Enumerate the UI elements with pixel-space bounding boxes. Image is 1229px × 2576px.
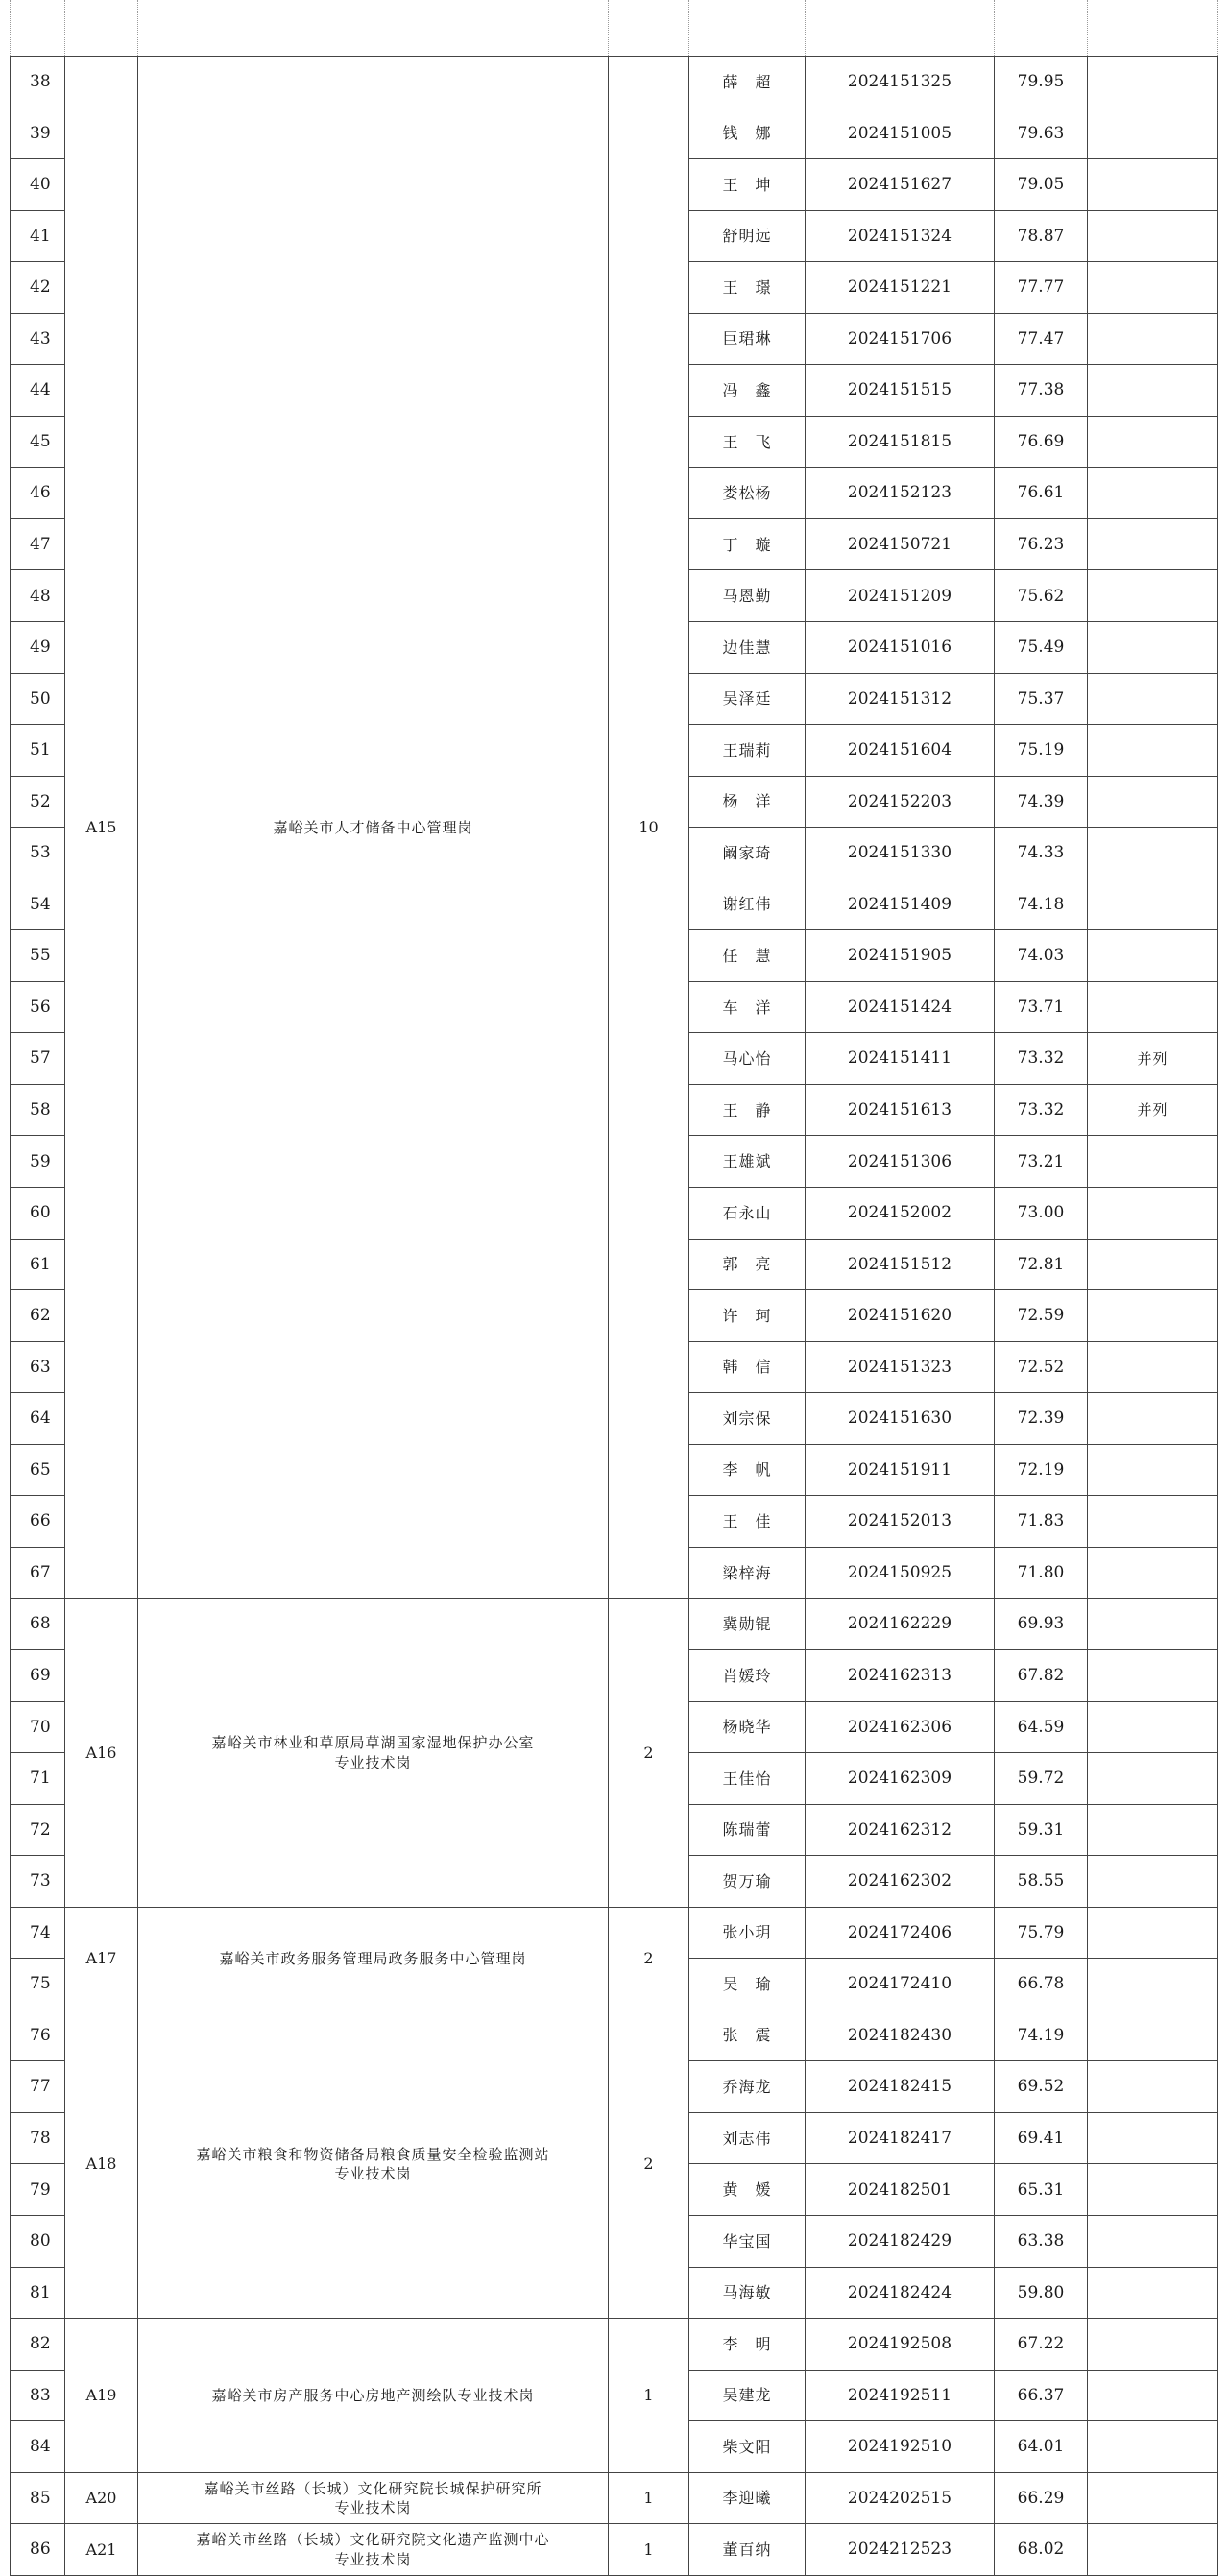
department-position-cell — [138, 2319, 609, 2473]
remark-cell — [1088, 2370, 1218, 2421]
candidate-name-cell: 谢红伟 — [689, 879, 806, 930]
column-guide — [608, 0, 609, 56]
candidate-name-cell: 舒明远 — [689, 210, 806, 262]
table-row — [11, 2472, 1218, 2524]
row-number-cell: 41 — [11, 210, 65, 262]
table-row — [11, 57, 1218, 108]
remark-cell: 并列 — [1088, 1084, 1218, 1136]
top-margin-strip — [0, 0, 1229, 56]
row-number-cell: 42 — [11, 262, 65, 314]
row-number-cell: 76 — [11, 2010, 65, 2061]
score-cell: 73.71 — [995, 981, 1088, 1033]
candidate-name-cell: 黄 媛 — [689, 2164, 806, 2216]
score-cell: 74.19 — [995, 2010, 1088, 2061]
remark-cell — [1088, 468, 1218, 519]
row-number-cell: 48 — [11, 570, 65, 622]
remark-cell — [1088, 365, 1218, 417]
admission-ticket-cell: 2024192510 — [806, 2421, 995, 2473]
candidate-name-cell: 王 坤 — [689, 159, 806, 211]
admission-ticket-cell: 2024151424 — [806, 981, 995, 1033]
score-cell: 78.87 — [995, 210, 1088, 262]
admission-ticket-cell: 2024162309 — [806, 1753, 995, 1805]
admission-ticket-cell: 2024162313 — [806, 1649, 995, 1701]
admission-ticket-cell: 2024151905 — [806, 930, 995, 982]
admission-ticket-cell: 2024151515 — [806, 365, 995, 417]
candidate-name-cell: 杨 洋 — [689, 776, 806, 828]
admission-ticket-cell: 2024162302 — [806, 1856, 995, 1908]
score-cell: 69.52 — [995, 2061, 1088, 2113]
row-number-cell: 49 — [11, 622, 65, 674]
remark-cell — [1088, 262, 1218, 314]
admission-ticket-cell: 2024151706 — [806, 313, 995, 365]
remark-cell — [1088, 725, 1218, 777]
remark-cell — [1088, 1599, 1218, 1650]
admission-ticket-cell: 2024182430 — [806, 2010, 995, 2061]
candidate-name-cell: 张小玥 — [689, 1907, 806, 1959]
candidate-name-cell: 刘宗保 — [689, 1393, 806, 1445]
admission-ticket-cell: 2024151411 — [806, 1033, 995, 1085]
score-cell: 67.22 — [995, 2319, 1088, 2371]
column-guide — [1217, 0, 1218, 56]
hiring-quota-cell: 1 — [609, 2524, 689, 2576]
column-guide — [137, 0, 138, 56]
hiring-quota-cell: 2 — [609, 1907, 689, 2010]
row-number-cell: 38 — [11, 57, 65, 108]
remark-cell — [1088, 570, 1218, 622]
row-number-cell: 45 — [11, 416, 65, 468]
row-number-cell: 56 — [11, 981, 65, 1033]
position-code-cell: A15 — [65, 57, 138, 1599]
candidate-name-cell: 董百纳 — [689, 2524, 806, 2576]
remark-cell — [1088, 2267, 1218, 2319]
admission-ticket-cell: 2024150721 — [806, 518, 995, 570]
score-cell: 71.80 — [995, 1547, 1088, 1599]
department-position-cell — [138, 1907, 609, 2010]
remark-cell — [1088, 1959, 1218, 2010]
department-position-cell — [138, 2524, 609, 2576]
candidate-name-cell: 张 震 — [689, 2010, 806, 2061]
score-cell: 74.03 — [995, 930, 1088, 982]
row-number-cell: 81 — [11, 2267, 65, 2319]
score-cell: 77.47 — [995, 313, 1088, 365]
admission-ticket-cell: 2024150925 — [806, 1547, 995, 1599]
row-number-cell: 52 — [11, 776, 65, 828]
remark-cell — [1088, 1649, 1218, 1701]
admission-ticket-cell: 2024151312 — [806, 673, 995, 725]
department-line: 专业技术岗 — [334, 2164, 412, 2182]
row-number-cell: 77 — [11, 2061, 65, 2113]
row-number-cell: 85 — [11, 2472, 65, 2524]
department-position-cell — [138, 2472, 609, 2524]
admission-ticket-cell: 2024152002 — [806, 1188, 995, 1240]
row-number-cell: 40 — [11, 159, 65, 211]
remark-cell — [1088, 1341, 1218, 1393]
remark-cell — [1088, 1239, 1218, 1290]
score-cell: 75.79 — [995, 1907, 1088, 1959]
position-code-cell: A19 — [65, 2319, 138, 2473]
score-cell: 66.29 — [995, 2472, 1088, 2524]
candidate-name-cell: 钱 娜 — [689, 108, 806, 159]
row-number-cell: 50 — [11, 673, 65, 725]
remark-cell — [1088, 828, 1218, 879]
candidate-name-cell: 王瑞莉 — [689, 725, 806, 777]
remark-cell — [1088, 1496, 1218, 1548]
score-cell: 75.49 — [995, 622, 1088, 674]
admission-ticket-cell: 2024151016 — [806, 622, 995, 674]
department-line: 嘉峪关市政务服务管理局政务服务中心管理岗 — [219, 1949, 527, 1967]
table-row — [11, 2319, 1218, 2371]
score-cell: 79.63 — [995, 108, 1088, 159]
row-number-cell: 70 — [11, 1701, 65, 1753]
admission-ticket-cell: 2024182424 — [806, 2267, 995, 2319]
admission-ticket-cell: 2024151630 — [806, 1393, 995, 1445]
row-number-cell: 82 — [11, 2319, 65, 2371]
admission-ticket-cell: 2024151325 — [806, 57, 995, 108]
table-row — [11, 2524, 1218, 2576]
candidate-name-cell: 吴 瑜 — [689, 1959, 806, 2010]
score-cell: 73.32 — [995, 1084, 1088, 1136]
admission-ticket-cell: 2024192511 — [806, 2370, 995, 2421]
score-cell: 71.83 — [995, 1496, 1088, 1548]
admission-ticket-cell: 2024182429 — [806, 2215, 995, 2267]
candidate-name-cell: 刘志伟 — [689, 2112, 806, 2164]
remark-cell — [1088, 2112, 1218, 2164]
admission-ticket-cell: 2024182501 — [806, 2164, 995, 2216]
row-number-cell: 47 — [11, 518, 65, 570]
remark-cell — [1088, 1907, 1218, 1959]
candidate-name-cell: 杨晓华 — [689, 1701, 806, 1753]
admission-ticket-cell: 2024162306 — [806, 1701, 995, 1753]
row-number-cell: 54 — [11, 879, 65, 930]
candidate-name-cell: 娄松杨 — [689, 468, 806, 519]
row-number-cell: 72 — [11, 1804, 65, 1856]
admission-ticket-cell: 2024151627 — [806, 159, 995, 211]
row-number-cell: 55 — [11, 930, 65, 982]
candidate-name-cell: 王雄斌 — [689, 1136, 806, 1188]
score-cell: 76.61 — [995, 468, 1088, 519]
department-line: 专业技术岗 — [334, 2550, 412, 2568]
score-cell: 68.02 — [995, 2524, 1088, 2576]
score-cell: 79.05 — [995, 159, 1088, 211]
row-number-cell: 62 — [11, 1290, 65, 1342]
score-cell: 75.19 — [995, 725, 1088, 777]
score-cell: 76.23 — [995, 518, 1088, 570]
results-table — [10, 56, 1218, 2576]
candidate-name-cell: 梁梓海 — [689, 1547, 806, 1599]
table-row — [11, 1599, 1218, 1650]
remark-cell — [1088, 622, 1218, 674]
score-cell: 59.31 — [995, 1804, 1088, 1856]
row-number-cell: 58 — [11, 1084, 65, 1136]
table-row — [11, 2010, 1218, 2061]
column-guide — [1087, 0, 1088, 56]
department-line: 嘉峪关市丝路（长城）文化研究院长城保护研究所 — [204, 2479, 542, 2497]
table-row — [11, 1907, 1218, 1959]
remark-cell — [1088, 1701, 1218, 1753]
candidate-name-cell: 郭 亮 — [689, 1239, 806, 1290]
candidate-name-cell: 王 佳 — [689, 1496, 806, 1548]
hiring-quota-cell: 1 — [609, 2472, 689, 2524]
admission-ticket-cell: 2024151323 — [806, 1341, 995, 1393]
score-cell: 64.59 — [995, 1701, 1088, 1753]
position-code-cell: A16 — [65, 1599, 138, 1907]
candidate-name-cell: 吴建龙 — [689, 2370, 806, 2421]
row-number-cell: 44 — [11, 365, 65, 417]
candidate-name-cell: 王 飞 — [689, 416, 806, 468]
admission-ticket-cell: 2024202515 — [806, 2472, 995, 2524]
row-number-cell: 53 — [11, 828, 65, 879]
row-number-cell: 43 — [11, 313, 65, 365]
candidate-name-cell: 阚家琦 — [689, 828, 806, 879]
score-cell: 74.18 — [995, 879, 1088, 930]
candidate-name-cell: 薛 超 — [689, 57, 806, 108]
admission-ticket-cell: 2024152123 — [806, 468, 995, 519]
remark-cell — [1088, 1290, 1218, 1342]
remark-cell — [1088, 930, 1218, 982]
admission-ticket-cell: 2024151604 — [806, 725, 995, 777]
admission-ticket-cell: 2024152203 — [806, 776, 995, 828]
row-number-cell: 80 — [11, 2215, 65, 2267]
candidate-name-cell: 柴文阳 — [689, 2421, 806, 2473]
admission-ticket-cell: 2024151911 — [806, 1444, 995, 1496]
row-number-cell: 66 — [11, 1496, 65, 1548]
hiring-quota-cell: 2 — [609, 2010, 689, 2318]
remark-cell — [1088, 879, 1218, 930]
candidate-name-cell: 李迎曦 — [689, 2472, 806, 2524]
score-cell: 63.38 — [995, 2215, 1088, 2267]
candidate-name-cell: 马恩勤 — [689, 570, 806, 622]
remark-cell — [1088, 2319, 1218, 2371]
position-code-cell: A20 — [65, 2472, 138, 2524]
row-number-cell: 46 — [11, 468, 65, 519]
candidate-name-cell: 王佳怡 — [689, 1753, 806, 1805]
candidate-name-cell: 冀勋锟 — [689, 1599, 806, 1650]
row-number-cell: 63 — [11, 1341, 65, 1393]
department-line: 嘉峪关市丝路（长城）文化研究院文化遗产监测中心 — [196, 2531, 550, 2549]
remark-cell — [1088, 2164, 1218, 2216]
remark-cell — [1088, 776, 1218, 828]
row-number-cell: 84 — [11, 2421, 65, 2473]
column-guide — [994, 0, 995, 56]
remark-cell — [1088, 1188, 1218, 1240]
remark-cell — [1088, 108, 1218, 159]
remark-cell — [1088, 1393, 1218, 1445]
row-number-cell: 68 — [11, 1599, 65, 1650]
score-cell: 79.95 — [995, 57, 1088, 108]
remark-cell — [1088, 2061, 1218, 2113]
column-guide — [805, 0, 806, 56]
remark-cell — [1088, 673, 1218, 725]
row-number-cell: 59 — [11, 1136, 65, 1188]
score-cell: 72.19 — [995, 1444, 1088, 1496]
admission-ticket-cell: 2024151512 — [806, 1239, 995, 1290]
remark-cell — [1088, 2421, 1218, 2473]
row-number-cell: 71 — [11, 1753, 65, 1805]
row-number-cell: 86 — [11, 2524, 65, 2576]
remark-cell — [1088, 1753, 1218, 1805]
department-line: 嘉峪关市人才储备中心管理岗 — [273, 818, 473, 836]
score-cell: 72.81 — [995, 1239, 1088, 1290]
admission-ticket-cell: 2024182417 — [806, 2112, 995, 2164]
remark-cell — [1088, 1547, 1218, 1599]
score-cell: 73.00 — [995, 1188, 1088, 1240]
admission-ticket-cell: 2024182415 — [806, 2061, 995, 2113]
row-number-cell: 78 — [11, 2112, 65, 2164]
admission-ticket-cell: 2024152013 — [806, 1496, 995, 1548]
candidate-name-cell: 马海敏 — [689, 2267, 806, 2319]
score-cell: 67.82 — [995, 1649, 1088, 1701]
candidate-name-cell: 马心怡 — [689, 1033, 806, 1085]
score-cell: 77.77 — [995, 262, 1088, 314]
row-number-cell: 64 — [11, 1393, 65, 1445]
column-guide — [64, 0, 65, 56]
hiring-quota-cell: 2 — [609, 1599, 689, 1907]
remark-cell — [1088, 313, 1218, 365]
column-guide — [10, 0, 11, 56]
candidate-name-cell: 王 静 — [689, 1084, 806, 1136]
admission-ticket-cell: 2024192508 — [806, 2319, 995, 2371]
row-number-cell: 79 — [11, 2164, 65, 2216]
department-line: 专业技术岗 — [334, 1753, 412, 1771]
score-cell: 69.93 — [995, 1599, 1088, 1650]
remark-cell — [1088, 2472, 1218, 2524]
remark-cell — [1088, 57, 1218, 108]
candidate-name-cell: 华宝国 — [689, 2215, 806, 2267]
remark-cell — [1088, 1804, 1218, 1856]
admission-ticket-cell: 2024151613 — [806, 1084, 995, 1136]
candidate-name-cell: 边佳慧 — [689, 622, 806, 674]
position-code-cell: A18 — [65, 2010, 138, 2318]
department-position-cell — [138, 2010, 609, 2318]
row-number-cell: 67 — [11, 1547, 65, 1599]
score-cell: 64.01 — [995, 2421, 1088, 2473]
remark-cell — [1088, 518, 1218, 570]
remark-cell — [1088, 159, 1218, 211]
score-cell: 76.69 — [995, 416, 1088, 468]
admission-ticket-cell: 2024151005 — [806, 108, 995, 159]
admission-ticket-cell: 2024172410 — [806, 1959, 995, 2010]
row-number-cell: 57 — [11, 1033, 65, 1085]
row-number-cell: 69 — [11, 1649, 65, 1701]
department-line: 嘉峪关市房产服务中心房地产测绘队专业技术岗 — [211, 2386, 535, 2404]
remark-cell — [1088, 2215, 1218, 2267]
position-code-cell: A21 — [65, 2524, 138, 2576]
score-cell: 59.80 — [995, 2267, 1088, 2319]
admission-ticket-cell: 2024162312 — [806, 1804, 995, 1856]
candidate-name-cell: 王 璟 — [689, 262, 806, 314]
position-code-cell: A17 — [65, 1907, 138, 2010]
score-cell: 72.39 — [995, 1393, 1088, 1445]
hiring-quota-cell: 1 — [609, 2319, 689, 2473]
candidate-name-cell: 陈瑞蕾 — [689, 1804, 806, 1856]
candidate-name-cell: 许 珂 — [689, 1290, 806, 1342]
candidate-name-cell: 肖媛玲 — [689, 1649, 806, 1701]
admission-ticket-cell: 2024151330 — [806, 828, 995, 879]
admission-ticket-cell: 2024151409 — [806, 879, 995, 930]
admission-ticket-cell: 2024151324 — [806, 210, 995, 262]
candidate-name-cell: 吴泽廷 — [689, 673, 806, 725]
candidate-name-cell: 丁 璇 — [689, 518, 806, 570]
results-table-body — [11, 57, 1218, 2576]
row-number-cell: 65 — [11, 1444, 65, 1496]
score-cell: 72.52 — [995, 1341, 1088, 1393]
score-cell: 65.31 — [995, 2164, 1088, 2216]
admission-ticket-cell: 2024162229 — [806, 1599, 995, 1650]
score-cell: 58.55 — [995, 1856, 1088, 1908]
score-cell: 66.78 — [995, 1959, 1088, 2010]
admission-ticket-cell: 2024172406 — [806, 1907, 995, 1959]
row-number-cell: 39 — [11, 108, 65, 159]
score-cell: 73.21 — [995, 1136, 1088, 1188]
department-position-cell — [138, 57, 609, 1599]
candidate-name-cell: 任 慧 — [689, 930, 806, 982]
candidate-name-cell: 车 洋 — [689, 981, 806, 1033]
row-number-cell: 60 — [11, 1188, 65, 1240]
score-cell: 75.37 — [995, 673, 1088, 725]
remark-cell — [1088, 1136, 1218, 1188]
column-guide — [688, 0, 689, 56]
admission-ticket-cell: 2024212523 — [806, 2524, 995, 2576]
candidate-name-cell: 李 帆 — [689, 1444, 806, 1496]
remark-cell: 并列 — [1088, 1033, 1218, 1085]
remark-cell — [1088, 1444, 1218, 1496]
row-number-cell: 74 — [11, 1907, 65, 1959]
remark-cell — [1088, 416, 1218, 468]
department-line: 嘉峪关市粮食和物资储备局粮食质量安全检验监测站 — [196, 2145, 550, 2163]
admission-ticket-cell: 2024151815 — [806, 416, 995, 468]
candidate-name-cell: 巨珺琳 — [689, 313, 806, 365]
remark-cell — [1088, 2524, 1218, 2576]
row-number-cell: 73 — [11, 1856, 65, 1908]
score-cell: 73.32 — [995, 1033, 1088, 1085]
score-cell: 72.59 — [995, 1290, 1088, 1342]
score-cell: 66.37 — [995, 2370, 1088, 2421]
admission-ticket-cell: 2024151221 — [806, 262, 995, 314]
score-cell: 77.38 — [995, 365, 1088, 417]
candidate-name-cell: 石永山 — [689, 1188, 806, 1240]
candidate-name-cell: 乔海龙 — [689, 2061, 806, 2113]
hiring-quota-cell: 10 — [609, 57, 689, 1599]
score-cell: 75.62 — [995, 570, 1088, 622]
score-cell: 74.39 — [995, 776, 1088, 828]
candidate-name-cell: 韩 信 — [689, 1341, 806, 1393]
candidate-name-cell: 贺万瑜 — [689, 1856, 806, 1908]
department-line: 嘉峪关市林业和草原局草湖国家湿地保护办公室 — [211, 1734, 535, 1752]
remark-cell — [1088, 2010, 1218, 2061]
department-line: 专业技术岗 — [334, 2498, 412, 2516]
remark-cell — [1088, 981, 1218, 1033]
score-cell: 74.33 — [995, 828, 1088, 879]
admission-ticket-cell: 2024151209 — [806, 570, 995, 622]
admission-ticket-cell: 2024151620 — [806, 1290, 995, 1342]
remark-cell — [1088, 210, 1218, 262]
row-number-cell: 83 — [11, 2370, 65, 2421]
score-cell: 59.72 — [995, 1753, 1088, 1805]
candidate-name-cell: 冯 鑫 — [689, 365, 806, 417]
score-cell: 69.41 — [995, 2112, 1088, 2164]
candidate-name-cell: 李 明 — [689, 2319, 806, 2371]
row-number-cell: 51 — [11, 725, 65, 777]
row-number-cell: 61 — [11, 1239, 65, 1290]
row-number-cell: 75 — [11, 1959, 65, 2010]
department-position-cell — [138, 1599, 609, 1907]
remark-cell — [1088, 1856, 1218, 1908]
admission-ticket-cell: 2024151306 — [806, 1136, 995, 1188]
